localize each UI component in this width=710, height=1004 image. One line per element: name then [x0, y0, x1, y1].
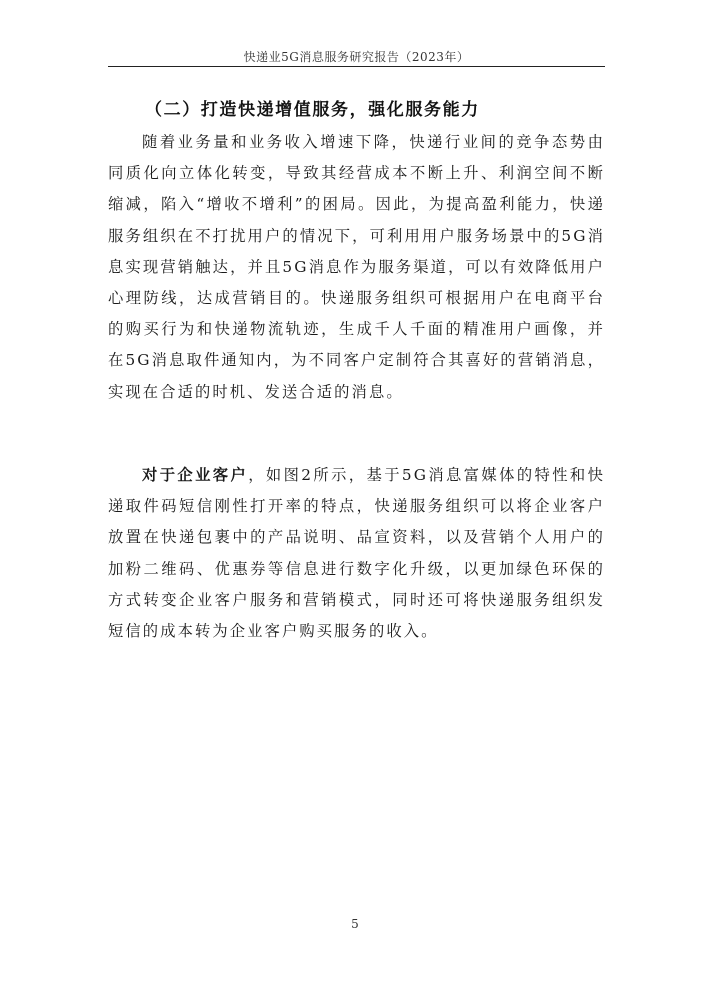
paragraph-lead-bold: 对于企业客户	[142, 466, 249, 484]
page-number: 5	[351, 917, 359, 931]
body-paragraph	[108, 127, 605, 408]
body-paragraph	[108, 460, 605, 647]
section-heading: （二）打造快递增值服务，强化服务能力	[145, 100, 480, 120]
running-header: 快递业5G消息服务研究报告（2023年）	[243, 50, 470, 64]
header-divider	[108, 66, 605, 67]
paragraph-text: ，如图2所示，基于5G消息富媒体的特性和快递取件码短信刚性打开率的特点，快递服务组织可以将企业客户放置在快递包裹中的产品说明、品宣资料，以及营销个人用户的加粉二维码、优惠券等信息进行数字化升级，以更加绿色环保的方式转变企业客户服务和营销模式，同时还可将快递服务组织发短信的成本转为企业客户购买服务的收入。	[108, 466, 605, 641]
paragraph-text: 随着业务量和业务收入增速下降，快递行业间的竞争态势由同质化向立体化转变，导致其经营成本不断上升、利润空间不断缩减，陷入“增收不增利”的困局。因此，为提高盈利能力，快递服务组织在不打扰用户的情况下，可利用用户服务场景中的5G消息实现营销触达，并且5G消息作为服务渠道，可以有效降低用户心理防线，达成营销目的。快递服务组织可根据用户在电商平台的购买行为和快递物流轨迹，生成千人千面的精准用户画像，并在5G消息取件通知内，为不同客户定制符合其喜好的营销消息，实现在合适的时机、发送合适的消息。	[108, 133, 605, 401]
